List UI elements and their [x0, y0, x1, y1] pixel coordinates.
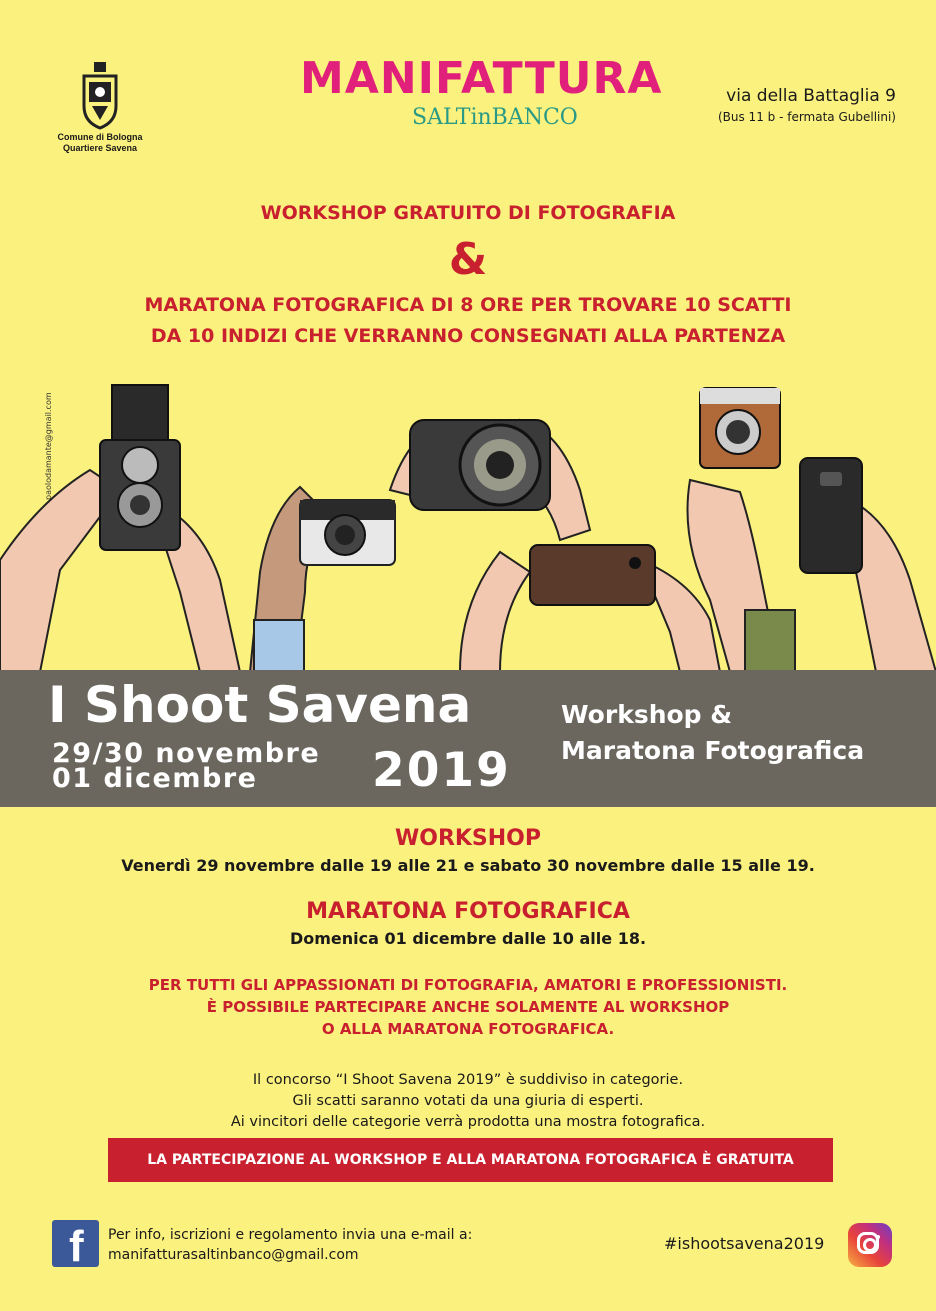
facebook-icon[interactable]	[52, 1220, 99, 1271]
hands-cameras-illustration	[0, 380, 936, 672]
event-dates-line2: 01 dicembre	[52, 763, 258, 794]
contest-line3: Ai vincitori delle categorie verrà prodotta una mostra fotografica.	[230, 1114, 706, 1130]
headline-marathon-line1: MARATONA FOTOGRAFICA DI 8 ORE PER TROVARE 10 SCATTI	[144, 294, 792, 316]
event-subtitle-line2: Maratona Fotografica	[561, 736, 865, 765]
address-bus: (Bus 11 b - fermata Gubellini)	[717, 110, 896, 124]
hand-rangefinder-camera	[250, 487, 395, 672]
contest-line1: Il concorso “I Shoot Savena 2019” è suddiviso in categorie.	[252, 1072, 684, 1088]
hand-phone-brown	[460, 545, 720, 672]
crest-icon	[80, 62, 120, 132]
logo-main-text: MANIFATTURA	[300, 53, 663, 104]
headline-marathon	[0, 290, 936, 352]
illustration-credit: paolodamante@gmail.com	[44, 392, 53, 500]
contact-info-line: Per info, iscrizioni e regolamento invia una e-mail a:	[108, 1227, 473, 1243]
hand-tlr-camera	[0, 385, 240, 672]
contest-line2: Gli scatti saranno votati da una giuria di esperti.	[292, 1093, 644, 1109]
event-subtitle-line1: Workshop &	[561, 700, 733, 729]
headline-workshop: WORKSHOP GRATUITO DI FOTOGRAFIA	[260, 202, 676, 224]
hand-phone-black	[745, 458, 936, 672]
event-dates-line1: 29/30 novembre	[52, 738, 321, 769]
workshop-schedule: Venerdì 29 novembre dalle 19 alle 21 e sabato 30 novembre dalle 15 alle 19.	[121, 856, 815, 875]
participation-info-line3: O ALLA MARATONA FOTOGRAFICA.	[321, 1020, 615, 1038]
crest-line2: Quartiere Savena	[62, 143, 138, 153]
address-street: via della Battaglia 9	[726, 86, 896, 106]
instagram-lens	[863, 1238, 877, 1252]
headline-marathon-line2: DA 10 INDIZI CHE VERRANNO CONSEGNATI ALLA PARTENZA	[150, 325, 786, 347]
instagram-icon[interactable]	[848, 1223, 892, 1267]
crest-line1: Comune di Bologna	[57, 132, 143, 142]
contact-email[interactable]: manifatturasaltinbanco@gmail.com	[108, 1247, 359, 1263]
hashtag: #ishootsavena2019	[664, 1234, 825, 1253]
marathon-heading: MARATONA FOTOGRAFICA	[306, 899, 630, 924]
instagram-dot	[876, 1235, 880, 1239]
hand-dslr-camera	[390, 420, 590, 540]
comune-crest	[52, 62, 148, 158]
contact-info	[108, 1225, 472, 1265]
address	[718, 86, 896, 124]
participation-info-line2: È POSSIBILE PARTECIPARE ANCHE SOLAMENTE AL WORKSHOP	[206, 998, 730, 1016]
facebook-glyph: f	[69, 1222, 84, 1271]
marathon-schedule: Domenica 01 dicembre dalle 10 alle 18.	[289, 929, 647, 948]
participation-info-line1: PER TUTTI GLI APPASSIONATI DI FOTOGRAFIA, AMATORI E PROFESSIONISTI.	[148, 976, 788, 994]
manifattura-logo	[300, 53, 663, 165]
contest-description	[0, 1070, 936, 1133]
event-year: 2019	[372, 743, 511, 798]
workshop-heading: WORKSHOP	[394, 826, 542, 851]
logo-sub-text: SALTinBANCO	[412, 105, 578, 130]
headline-ampersand: &	[448, 234, 488, 285]
free-participation-banner: LA PARTECIPAZIONE AL WORKSHOP E ALLA MARATONA FOTOGRAFICA È GRATUITA	[108, 1138, 833, 1182]
participation-info	[0, 974, 936, 1040]
event-title: I Shoot Savena	[48, 676, 472, 734]
